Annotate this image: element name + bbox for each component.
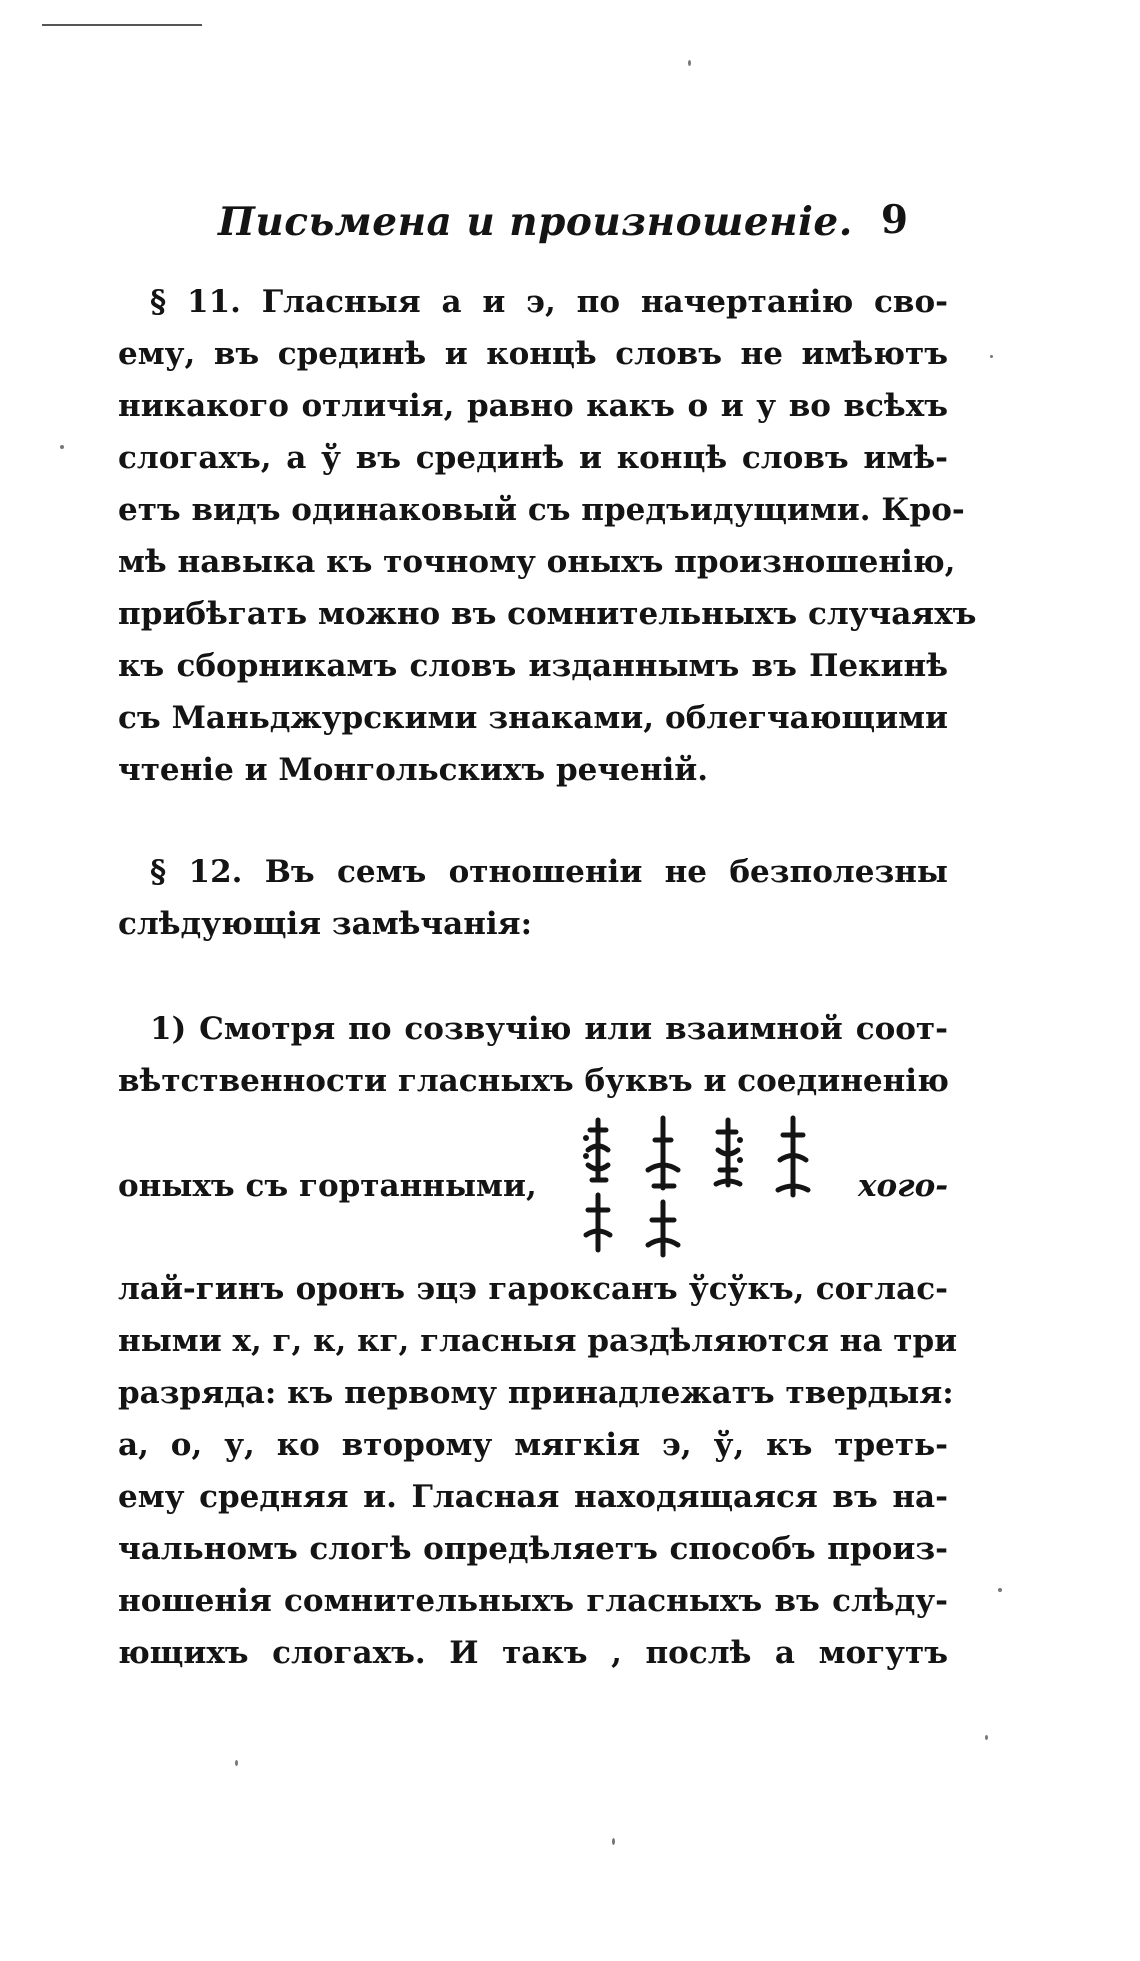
paper-speck <box>235 1760 238 1766</box>
text-line: ношенія сомнительныхъ гласныхъ въ слѣду- <box>118 1583 948 1619</box>
running-title: Письмена и произношеніе. <box>218 199 853 245</box>
text-line: чальномъ слогѣ опредѣляетъ способъ произ- <box>118 1531 948 1567</box>
text-line: никакого отличія, равно какъ о и у во всѣхъ <box>118 388 948 424</box>
paper-speck <box>612 1838 615 1845</box>
text-line: а, о, у, ко второму мягкія э, ў, къ треть- <box>118 1427 948 1463</box>
text-line: лай-гинъ оронъ эцэ гароксанъ ўсўкъ, соглас- <box>118 1271 948 1307</box>
text-line: ющихъ слогахъ. И такъ , послѣ а могутъ <box>118 1635 948 1671</box>
text-line: мѣ навыка къ точному оныхъ произношенію, <box>118 544 956 580</box>
text-line: ему, въ срединѣ и концѣ словъ не имѣютъ <box>118 336 948 372</box>
text-line: ными х, г, к, кг, гласныя раздѣляются на три <box>118 1323 958 1359</box>
text-line: ему средняя и. Гласная находящаяся въ на- <box>118 1479 948 1515</box>
text-line: разряда: къ первому принадлежатъ твердыя: <box>118 1375 954 1411</box>
text-line: къ сборникамъ словъ изданнымъ въ Пекинѣ <box>118 648 948 684</box>
text-line: вѣтственности гласныхъ буквъ и соединенію <box>118 1063 949 1099</box>
page-number: 9 <box>880 197 908 243</box>
text-line: 1) Смотря по созвучію или взаимной соот- <box>150 1011 948 1047</box>
paper-speck <box>985 1735 988 1740</box>
paper-speck <box>998 1588 1002 1592</box>
paper-speck <box>688 60 691 66</box>
paper-speck <box>60 445 64 449</box>
paper-speck <box>990 355 993 358</box>
running-header <box>218 195 918 255</box>
text-line: етъ видъ одинаковый съ предъидущими. Кро- <box>118 492 965 528</box>
line-text-after-script: хого- <box>858 1168 949 1204</box>
top-rule <box>42 24 202 26</box>
text-line: чтеніе и Монгольскихъ реченій. <box>118 752 709 788</box>
text-line: слѣдующія замѣчанія: <box>118 906 533 942</box>
line-text-before-script: оныхъ съ гортанными, <box>118 1168 537 1204</box>
text-line: съ Маньджурскими знаками, облегчающими <box>118 700 948 736</box>
mongolian-script-line <box>118 1110 948 1260</box>
text-line: § 11. Гласныя а и э, по начертанію сво- <box>150 284 948 320</box>
text-line: прибѣгать можно въ сомнительныхъ случаяхъ <box>118 596 977 632</box>
mongolian-script-image <box>568 1110 838 1260</box>
text-line: § 12. Въ семъ отношеніи не безполезны <box>150 854 948 890</box>
text-line: слогахъ, а ў въ срединѣ и концѣ словъ имѣ- <box>118 440 948 476</box>
